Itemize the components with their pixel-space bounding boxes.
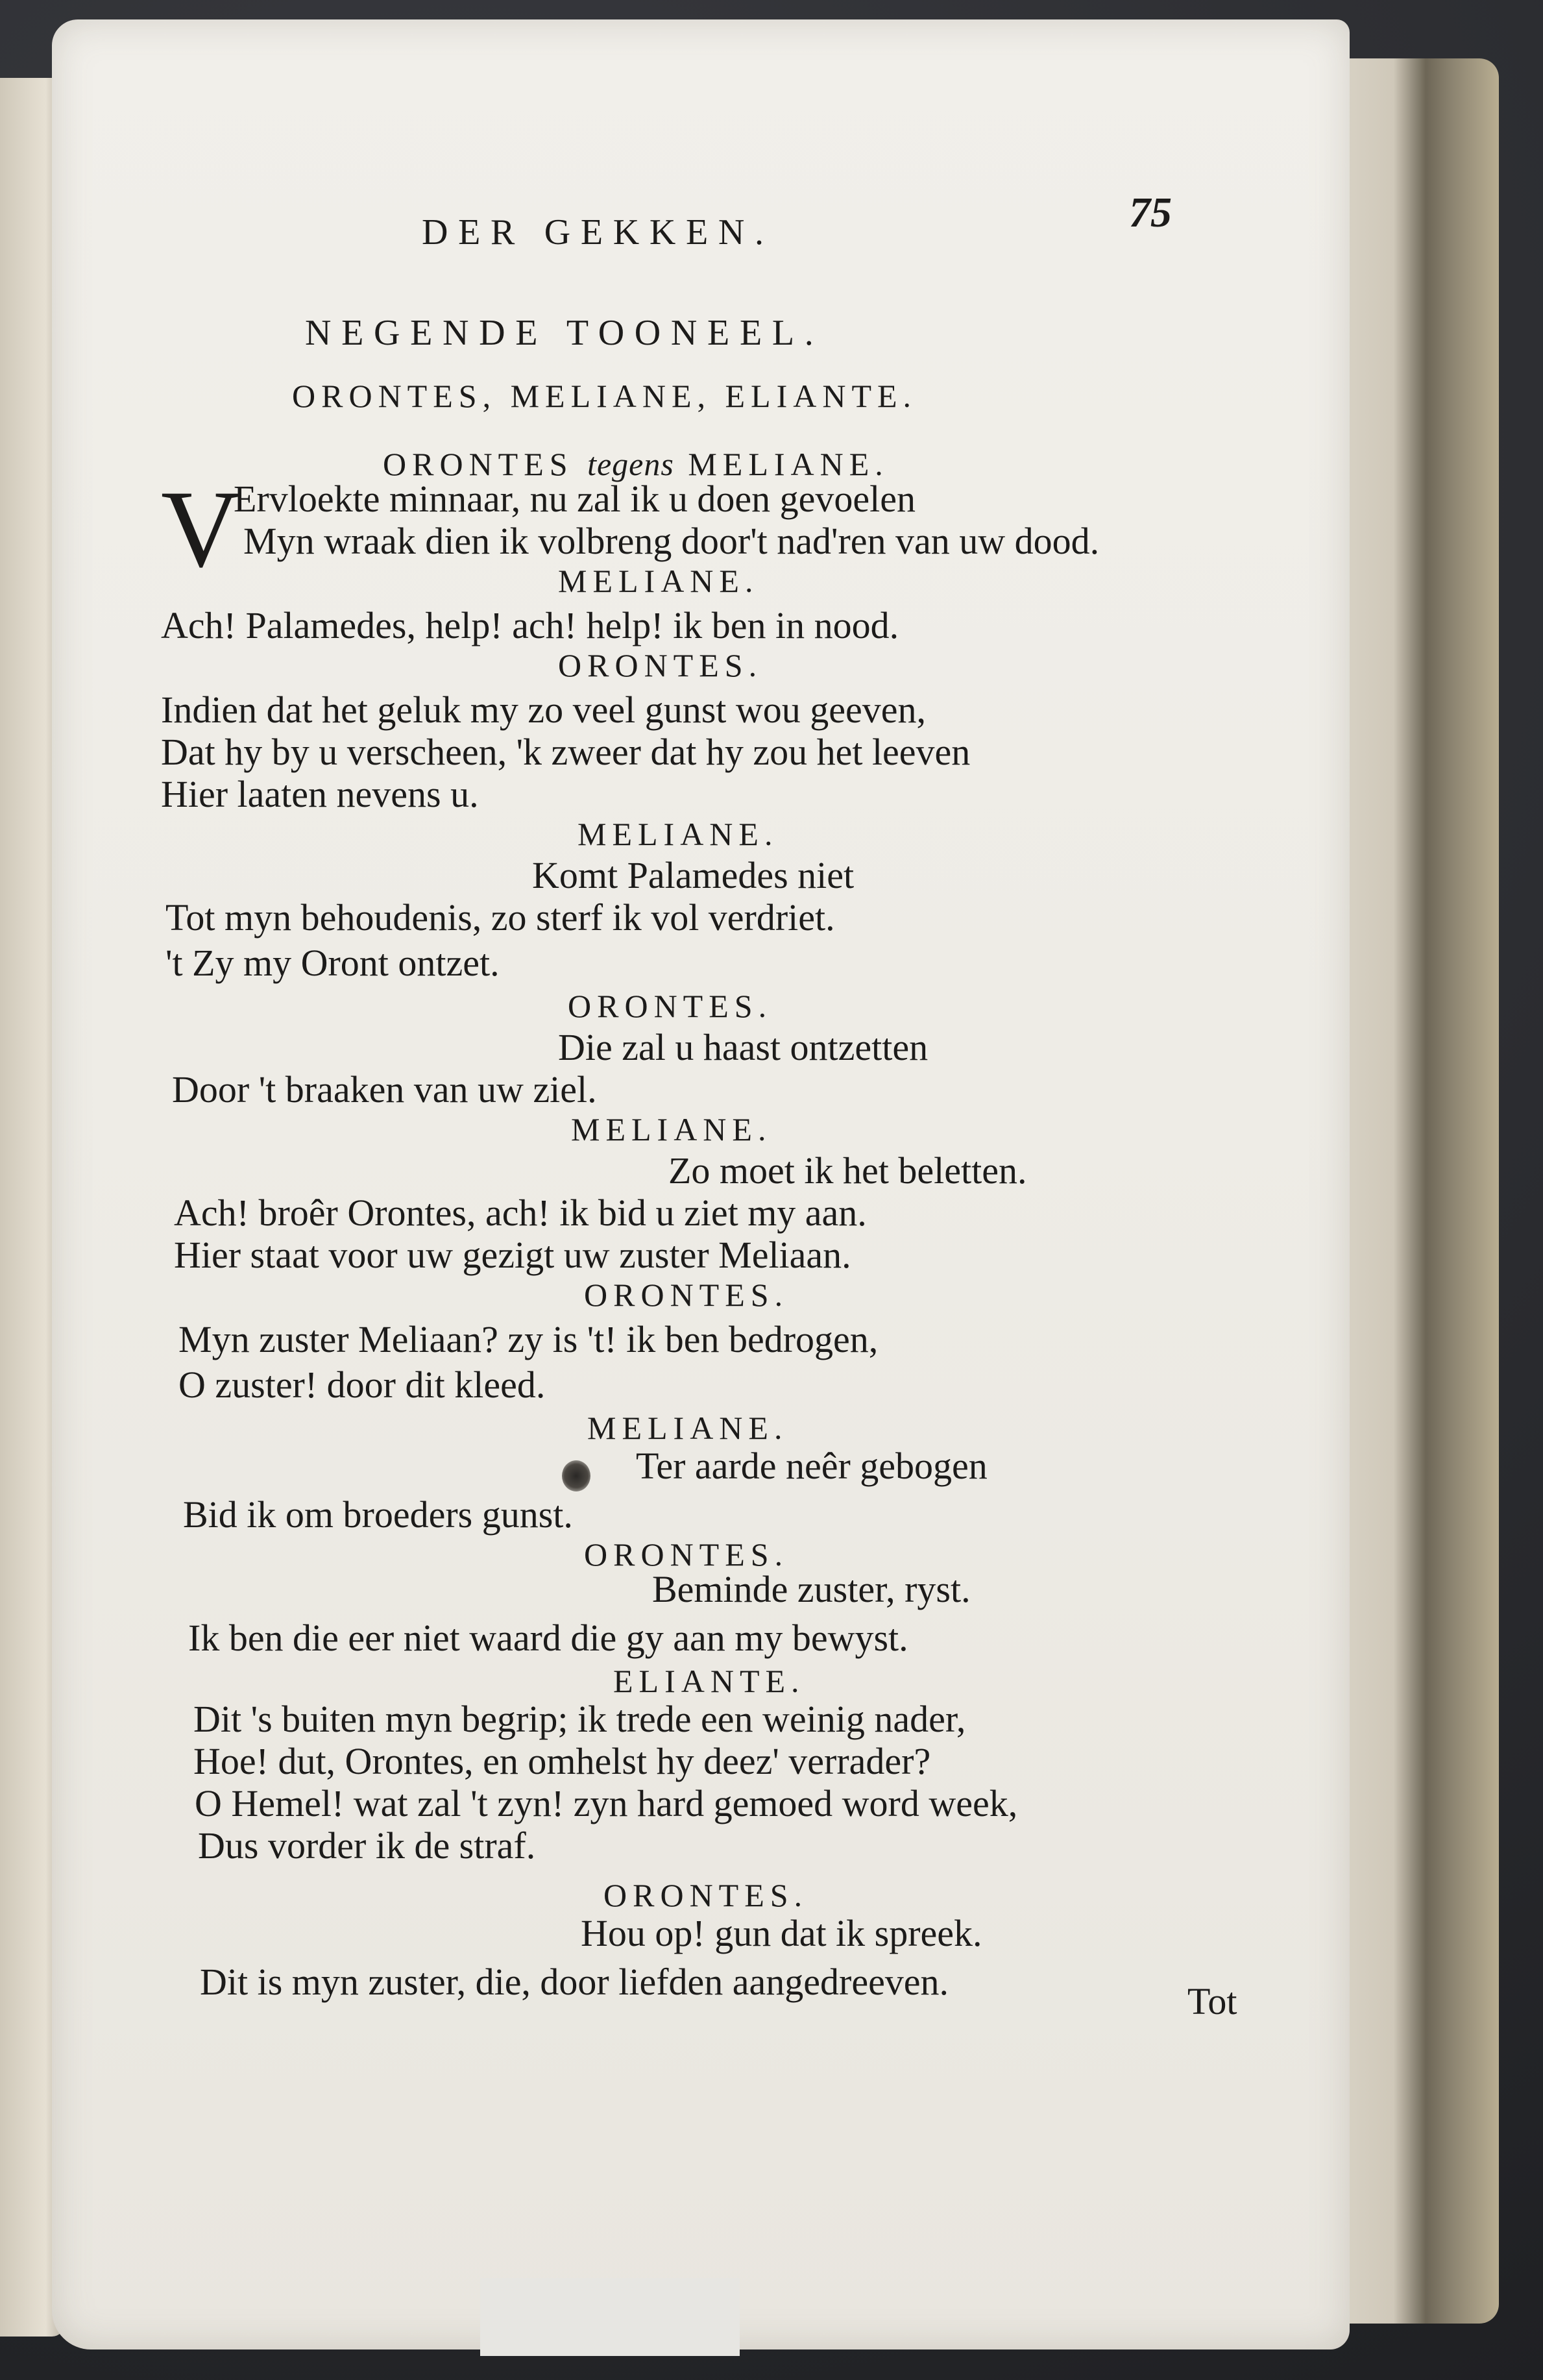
- verse-line: Dit 's buiten myn begrip; ik trede een weinig nader,: [193, 1698, 966, 1740]
- verse-line: Ervloekte minnaar, nu zal ik u doen gevoelen: [234, 478, 916, 520]
- verse-line: Komt Palamedes niet: [532, 854, 855, 896]
- verse-line: Dat hy by u verscheen, 'k zweer dat hy zou het leeven: [161, 731, 971, 773]
- scene-title: NEGENDE TOONEEL.: [305, 313, 824, 353]
- speaker-name: ORONTES: [383, 446, 574, 482]
- verse-line: O Hemel! wat zal 't zyn! zyn hard gemoed word week,: [195, 1782, 1018, 1824]
- speaker-label: MELIANE.: [587, 1410, 788, 1446]
- speaker-label: ORONTES.: [603, 1877, 808, 1913]
- speaker-label: ORONTES.: [584, 1536, 789, 1573]
- catchword: Tot: [1187, 1980, 1237, 2022]
- speaker-label: ELIANTE.: [613, 1663, 805, 1699]
- verse-line: Zo moet ik het beletten.: [668, 1149, 1027, 1192]
- ink-stain: [562, 1460, 590, 1491]
- character-list: ORONTES, MELIANE, ELIANTE.: [292, 378, 917, 414]
- verse-line: Ik ben die eer niet waard die gy aan my bewyst.: [188, 1617, 908, 1659]
- verse-line: 't Zy my Oront ontzet.: [165, 942, 500, 984]
- verse-line: Door 't braaken van uw ziel.: [172, 1068, 597, 1110]
- verse-line: Ter aarde neêr gebogen: [636, 1445, 988, 1487]
- speaker-label: MELIANE.: [577, 816, 779, 852]
- verse-line: Tot myn behoudenis, zo sterf ik vol verdriet.: [165, 896, 835, 939]
- verse-line: Hier laaten nevens u.: [161, 773, 479, 815]
- verse-line: Hier staat voor uw gezigt uw zuster Meliaan.: [174, 1234, 851, 1276]
- stage-direction: tegens: [587, 446, 674, 482]
- verse-line: Dus vorder ik de straf.: [198, 1824, 536, 1867]
- page-number: 75: [1129, 189, 1172, 236]
- speaker-heading: [383, 448, 889, 480]
- speaker-label: MELIANE.: [558, 563, 759, 599]
- verse-line: Beminde zuster, ryst.: [652, 1568, 971, 1610]
- verse-line: Myn zuster Meliaan? zy is 't! ik ben bedrogen,: [178, 1318, 879, 1360]
- speaker-label: ORONTES.: [558, 647, 763, 683]
- running-head: DER GEKKEN.: [422, 212, 774, 252]
- verse-line: Ach! Palamedes, help! ach! help! ik ben in nood.: [161, 604, 899, 646]
- drop-cap: V: [161, 468, 241, 590]
- verse-line: Dit is myn zuster, die, door liefden aangedreeven.: [200, 1961, 949, 2003]
- verse-line: Die zal u haast ontzetten: [558, 1026, 929, 1068]
- speaker-label: ORONTES.: [584, 1277, 789, 1313]
- speaker-label: MELIANE.: [571, 1111, 772, 1147]
- verse-line: Ach! broêr Orontes, ach! ik bid u ziet my aan.: [174, 1192, 867, 1234]
- page-bottom-mark: [480, 2278, 740, 2356]
- verse-line: O zuster! door dit kleed.: [178, 1364, 546, 1406]
- addressee-name: MELIANE.: [688, 446, 889, 482]
- page-stack-edge: [1337, 58, 1499, 2324]
- verse-line: Myn wraak dien ik volbreng door't nad'ren van uw dood.: [243, 520, 1100, 562]
- verse-line: Bid ik om broeders gunst.: [183, 1493, 573, 1536]
- verse-line: Hou op! gun dat ik spreek.: [581, 1912, 982, 1954]
- verse-line: Indien dat het geluk my zo veel gunst wou geeven,: [161, 689, 927, 731]
- speaker-label: ORONTES.: [568, 988, 773, 1024]
- verse-line: Hoe! dut, Orontes, en omhelst hy deez' verrader?: [193, 1740, 931, 1782]
